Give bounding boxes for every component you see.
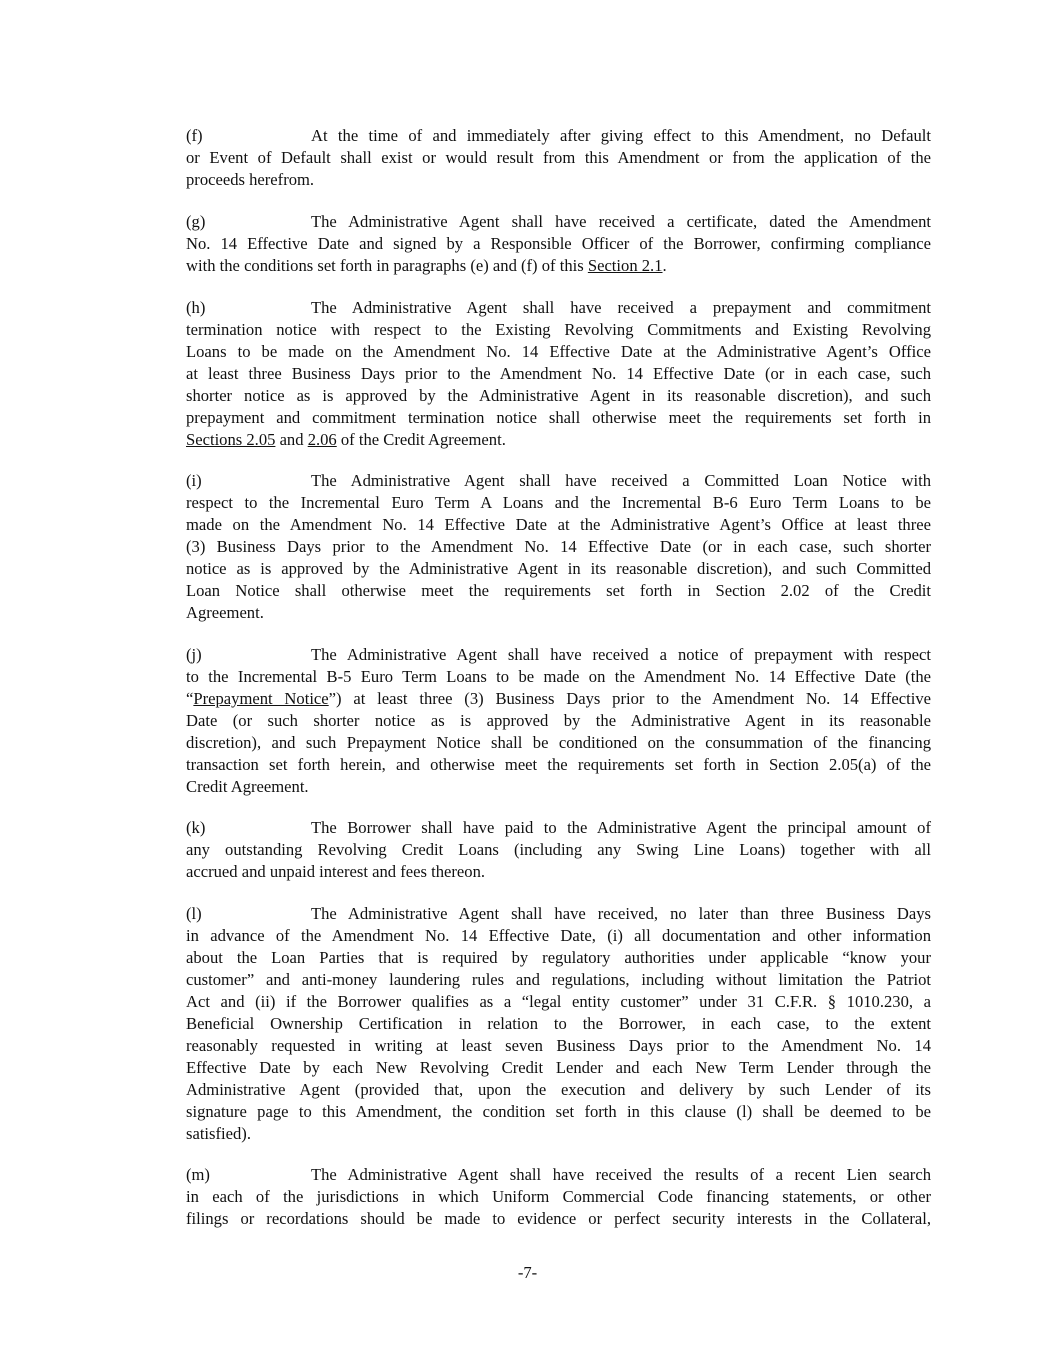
paragraph-label: (m)	[186, 1165, 210, 1184]
text-line	[186, 536, 931, 558]
paragraph-label: (f)	[186, 126, 203, 145]
text-line	[186, 602, 931, 624]
text-segment: satisfied).	[186, 1124, 251, 1143]
text-line	[186, 429, 931, 451]
text-segment: customer” and anti-money laundering rules and regulations, including without limitation the Patriot	[186, 970, 931, 989]
text-segment: and	[275, 430, 308, 449]
paragraph	[186, 125, 931, 191]
text-segment: The Administrative Agent shall have received, no later than three Business Days	[311, 904, 931, 923]
text-line	[186, 1057, 931, 1079]
text-line	[186, 969, 931, 991]
text-line	[186, 817, 931, 839]
text-segment: Beneficial Ownership Certification in relation to the Borrower, in each case, to the extent	[186, 1014, 931, 1033]
text-line	[186, 385, 931, 407]
text-line	[186, 839, 931, 861]
text-line	[186, 169, 931, 191]
text-line	[186, 255, 931, 277]
text-segment: made on the Amendment No. 14 Effective Date at the Administrative Agent’s Office at least three	[186, 515, 931, 534]
paragraph	[186, 297, 931, 451]
text-line	[186, 991, 931, 1013]
text-line	[186, 233, 931, 255]
paragraph-label: (j)	[186, 645, 202, 664]
text-segment: termination notice with respect to the Existing Revolving Commitments and Existing Revolving	[186, 320, 931, 339]
paragraph-label: (g)	[186, 212, 206, 231]
cross-reference: Section 2.1	[587, 256, 663, 275]
text-segment: The Borrower shall have paid to the Administrative Agent the principal amount of	[311, 818, 931, 837]
text-segment: notice as is approved by the Administrative Agent in its reasonable discretion), and such Committed	[186, 559, 931, 578]
paragraph	[186, 644, 931, 798]
paragraph-label: (i)	[186, 471, 202, 490]
text-segment: prepayment and commitment termination notice shall otherwise meet the requirements set forth in	[186, 408, 931, 427]
paragraph-label: (l)	[186, 904, 202, 923]
text-line	[186, 1101, 931, 1123]
page-number: -7-	[517, 1263, 538, 1282]
text-line	[186, 754, 931, 776]
text-line	[186, 861, 931, 883]
text-line	[186, 341, 931, 363]
text-segment: The Administrative Agent shall have received a notice of prepayment with respect	[311, 645, 931, 664]
text-line	[186, 1035, 931, 1057]
text-segment: Loans to be made on the Amendment No. 14 Effective Date at the Administrative Agent’s Office	[186, 342, 931, 361]
text-line	[186, 558, 931, 580]
text-segment: shorter notice as is approved by the Administrative Agent in its reasonable discretion), and such	[186, 386, 931, 405]
text-line	[186, 407, 931, 429]
paragraph	[186, 1164, 931, 1230]
text-line	[186, 514, 931, 536]
text-line	[186, 1079, 931, 1101]
text-segment: (3) Business Days prior to the Amendment No. 14 Effective Date (or in each case, such shorter	[186, 537, 931, 556]
text-segment: Act and (ii) if the Borrower qualifies as a “legal entity customer” under 31 C.F.R. § 1010.230, a	[186, 992, 931, 1011]
text-segment: The Administrative Agent shall have received the results of a recent Lien search	[311, 1165, 931, 1184]
text-segment: At the time of and immediately after giving effect to this Amendment, no Default	[311, 126, 931, 145]
text-segment: any outstanding Revolving Credit Loans (including any Swing Line Loans) together with all	[186, 840, 931, 859]
text-line	[186, 1123, 931, 1145]
text-segment: Loan Notice shall otherwise meet the requirements set forth in Section 2.02 of the Credit	[186, 581, 931, 600]
text-segment: The Administrative Agent shall have received a certificate, dated the Amendment	[311, 212, 931, 231]
text-segment: in each of the jurisdictions in which Uniform Commercial Code financing statements, or other	[186, 1187, 931, 1206]
paragraph	[186, 817, 931, 883]
text-line	[186, 1186, 931, 1208]
text-segment: at least three Business Days prior to the Amendment No. 14 Effective Date (or in each case, such	[186, 364, 931, 383]
text-line	[186, 147, 931, 169]
text-segment: Date (or such shorter notice as is approved by the Administrative Agent in its reasonable	[186, 711, 931, 730]
text-segment: filings or recordations should be made to evidence or perfect security interests in the Collateral,	[186, 1209, 931, 1228]
text-segment: accrued and unpaid interest and fees thereon.	[186, 862, 486, 881]
paragraph	[186, 903, 931, 1145]
text-line	[186, 470, 931, 492]
text-line	[186, 125, 931, 147]
text-line	[186, 1164, 931, 1186]
text-segment: No. 14 Effective Date and signed by a Responsible Officer of the Borrower, confirming compliance	[186, 234, 931, 253]
text-line	[186, 710, 931, 732]
text-segment: respect to the Incremental Euro Term A Loans and the Incremental B-6 Euro Term Loans to be	[186, 493, 931, 512]
text-line	[186, 211, 931, 233]
cross-reference: Prepayment Notice	[193, 689, 329, 708]
text-segment: in advance of the Amendment No. 14 Effective Date, (i) all documentation and other information	[186, 926, 931, 945]
text-segment: Credit Agreement.	[186, 777, 309, 796]
cross-reference: 2.06	[307, 430, 337, 449]
text-segment: The Administrative Agent shall have received a Committed Loan Notice with	[311, 471, 931, 490]
text-line	[186, 903, 931, 925]
text-segment: The Administrative Agent shall have received a prepayment and commitment	[311, 298, 931, 317]
text-line	[186, 1013, 931, 1035]
text-segment: ”) at least three (3) Business Days prior to the Amendment No. 14 Effective	[328, 689, 932, 708]
text-segment: signature page to this Amendment, the condition set forth in this clause (l) shall be deemed to be	[186, 1102, 931, 1121]
text-segment: “	[186, 689, 194, 708]
paragraph-label: (k)	[186, 818, 206, 837]
text-line	[186, 297, 931, 319]
text-segment: or Event of Default shall exist or would result from this Amendment or from the application of the	[186, 148, 931, 167]
paragraph	[186, 470, 931, 624]
text-line	[186, 666, 931, 688]
text-line	[186, 363, 931, 385]
text-segment: discretion), and such Prepayment Notice shall be conditioned on the consummation of the financing	[186, 733, 931, 752]
text-segment: reasonably requested in writing at least seven Business Days prior to the Amendment No. 14	[186, 1036, 931, 1055]
text-line	[186, 319, 931, 341]
text-line	[186, 925, 931, 947]
text-line	[186, 492, 931, 514]
text-segment: Agreement.	[186, 603, 264, 622]
text-segment: .	[662, 256, 667, 275]
text-line	[186, 947, 931, 969]
text-line	[186, 732, 931, 754]
text-segment: with the conditions set forth in paragraphs (e) and (f) of this	[186, 256, 588, 275]
text-segment: to the Incremental B-5 Euro Term Loans to be made on the Amendment No. 14 Effective Date (the	[186, 667, 931, 686]
text-segment: of the Credit Agreement.	[336, 430, 506, 449]
text-line	[186, 580, 931, 602]
paragraph	[186, 211, 931, 277]
cross-reference: Sections 2.05	[186, 430, 276, 449]
text-segment: about the Loan Parties that is required by regulatory authorities under applicable “know your	[186, 948, 931, 967]
text-segment: Administrative Agent (provided that, upon the execution and delivery by such Lender of its	[186, 1080, 931, 1099]
paragraph-label: (h)	[186, 298, 206, 317]
text-line	[186, 776, 931, 798]
text-segment: proceeds herefrom.	[186, 170, 315, 189]
text-line	[186, 1208, 931, 1230]
text-segment: Effective Date by each New Revolving Credit Lender and each New Term Lender through the	[186, 1058, 931, 1077]
text-segment: transaction set forth herein, and otherwise meet the requirements set forth in Section 2.05(a) of the	[186, 755, 931, 774]
text-line	[186, 644, 931, 666]
text-line	[186, 688, 931, 710]
